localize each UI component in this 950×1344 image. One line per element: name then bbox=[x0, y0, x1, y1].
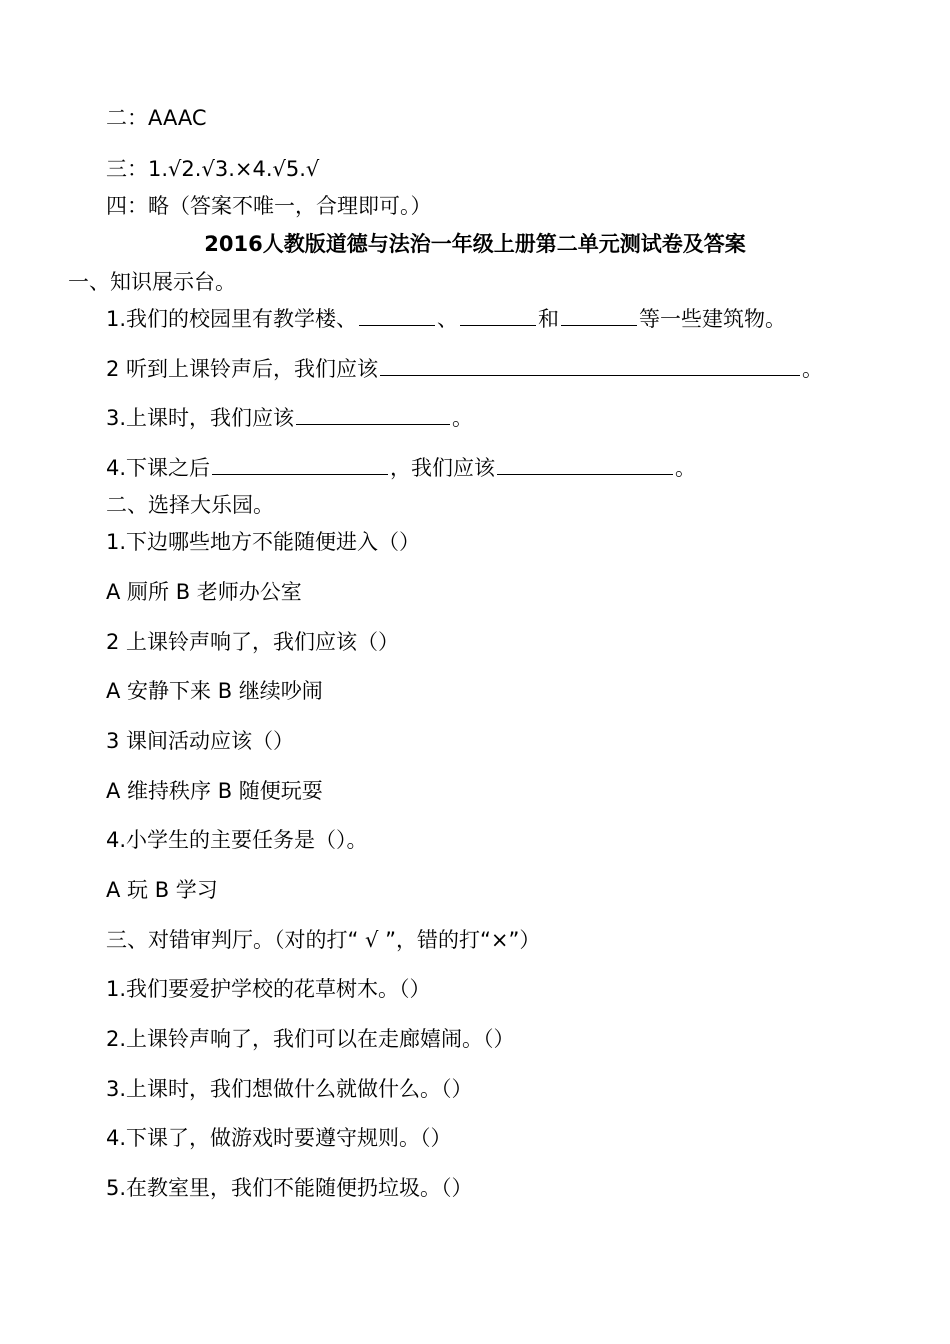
section-heading: 二、选择大乐园。 bbox=[106, 493, 274, 517]
choice-options: A 厕所 B 老师办公室 bbox=[106, 580, 302, 604]
choice-question: 3 课间活动应该（） bbox=[106, 729, 295, 753]
question-text: 和 bbox=[538, 307, 560, 331]
fill-question-3 bbox=[106, 404, 473, 432]
question-text: 1.我们的校园里有教学楼、 bbox=[106, 307, 358, 331]
answer-line-4: 四：略（答案不唯一，合理即可。） bbox=[106, 194, 432, 218]
question-text: 4.下课之后 bbox=[106, 456, 211, 480]
question-text: 、 bbox=[437, 307, 459, 331]
judge-question: 5.在教室里，我们不能随便扔垃圾。（） bbox=[106, 1176, 473, 1200]
question-text: 2 听到上课铃声后，我们应该 bbox=[106, 357, 379, 381]
answer-blank[interactable] bbox=[296, 404, 450, 425]
answer-blank[interactable] bbox=[561, 305, 637, 326]
choice-options: A 维持秩序 B 随便玩耍 bbox=[106, 779, 323, 803]
judge-question: 2.上课铃声响了，我们可以在走廊嬉闹。（） bbox=[106, 1027, 515, 1051]
answer-line-3: 三：1.√2.√3.×4.√5.√ bbox=[106, 157, 320, 181]
judge-question: 3.上课时，我们想做什么就做什么。（） bbox=[106, 1077, 473, 1101]
judge-question: 1.我们要爱护学校的花草树木。（） bbox=[106, 977, 431, 1001]
answer-blank[interactable] bbox=[212, 454, 388, 475]
choice-question: 1.下边哪些地方不能随便进入（） bbox=[106, 530, 421, 554]
answer-blank[interactable] bbox=[359, 305, 435, 326]
document-title: 2016人教版道德与法治一年级上册第二单元测试卷及答案 bbox=[204, 232, 746, 256]
section-heading: 一、知识展示台。 bbox=[68, 270, 236, 294]
answer-blank[interactable] bbox=[380, 355, 800, 376]
fill-question-1 bbox=[106, 305, 786, 333]
fill-question-4 bbox=[106, 454, 696, 482]
choice-question: 4.小学生的主要任务是（）。 bbox=[106, 828, 368, 852]
choice-question: 2 上课铃声响了，我们应该（） bbox=[106, 630, 400, 654]
question-text: 。 bbox=[802, 357, 824, 381]
choice-options: A 安静下来 B 继续吵闹 bbox=[106, 679, 323, 703]
section-heading: 三、对错审判厅。（对的打“ √ ”，错的打“×”） bbox=[106, 928, 541, 952]
answer-blank[interactable] bbox=[497, 454, 673, 475]
answer-blank[interactable] bbox=[460, 305, 536, 326]
question-text: 等一些建筑物。 bbox=[639, 307, 787, 331]
judge-question: 4.下课了，做游戏时要遵守规则。（） bbox=[106, 1126, 452, 1150]
fill-question-2 bbox=[106, 355, 823, 383]
question-text: ，我们应该 bbox=[390, 456, 496, 480]
question-text: 3.上课时，我们应该 bbox=[106, 406, 295, 430]
question-text: 。 bbox=[675, 456, 697, 480]
answer-line-2: 二：AAAC bbox=[106, 106, 207, 130]
question-text: 。 bbox=[452, 406, 474, 430]
choice-options: A 玩 B 学习 bbox=[106, 878, 218, 902]
